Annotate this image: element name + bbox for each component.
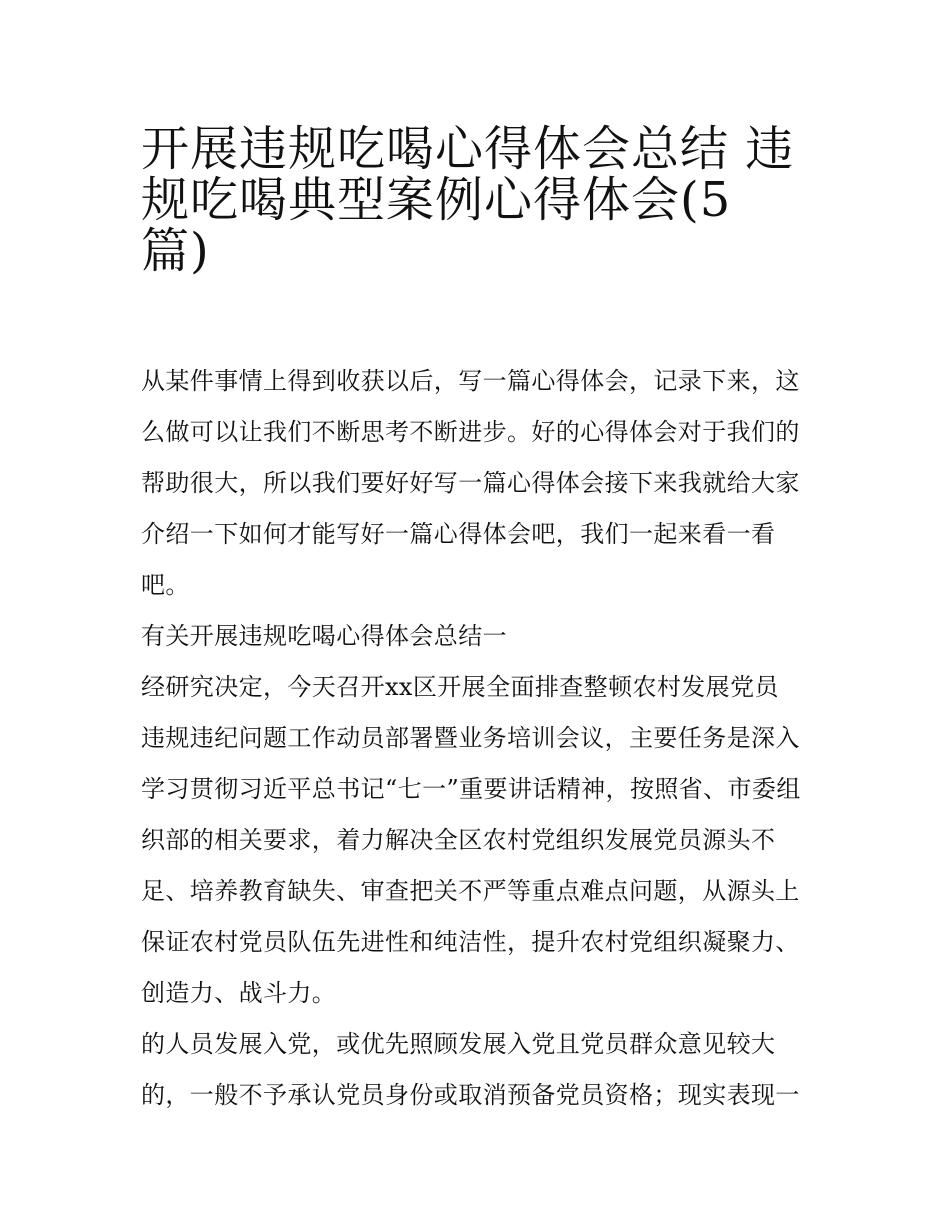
title-line: 开展违规吃喝心得体会总结 违 <box>141 121 795 177</box>
heading-line: 有关开展违规吃喝心得体会总结一 <box>141 622 507 650</box>
text-line: 吧。 <box>141 571 190 599</box>
text-line: 足、培养教育缺失、审查把关不严等重点难点问题，从源头上 <box>141 877 800 905</box>
text-line: 从某件事情上得到收获以后，写一篇心得体会，记录下来，这 <box>141 367 800 395</box>
continuation-paragraph <box>141 1019 813 1121</box>
text-line: 学习贯彻习近平总书记“七一”重要讲话精神，按照省、市委组 <box>141 775 801 803</box>
text-line: 介绍一下如何才能写好一篇心得体会吧，我们一起来看一看 <box>141 520 776 548</box>
text-line: 违规违纪问题工作动员部署暨业务培训会议，主要任务是深入 <box>141 724 800 752</box>
text-line: 帮助很大，所以我们要好好写一篇心得体会接下来我就给大家 <box>141 469 800 497</box>
text-line: 织部的相关要求，着力解决全区农村党组织发展党员源头不 <box>141 826 776 854</box>
title-line: 篇) <box>141 223 210 279</box>
title-line: 规吃喝典型案例心得体会(5 <box>141 172 732 228</box>
text-line: 保证农村党员队伍先进性和纯洁性，提升农村党组织凝聚力、 <box>141 928 800 956</box>
intro-paragraph <box>141 356 813 611</box>
text-line: 么做可以让我们不断思考不断进步。好的心得体会对于我们的 <box>141 418 800 446</box>
document-title <box>141 116 821 279</box>
section-heading <box>141 611 813 662</box>
section-paragraph <box>141 662 813 1019</box>
text-line: 经研究决定，今天召开xx区开展全面排查整顿农村发展党员 <box>141 673 779 701</box>
document-body <box>141 356 813 1121</box>
text-line: 创造力、战斗力。 <box>141 979 337 1007</box>
text-line: 的，一般不予承认党员身份或取消预备党员资格；现实表现一 <box>141 1081 800 1109</box>
text-line: 的人员发展入党，或优先照顾发展入党且党员群众意见较大 <box>141 1030 776 1058</box>
